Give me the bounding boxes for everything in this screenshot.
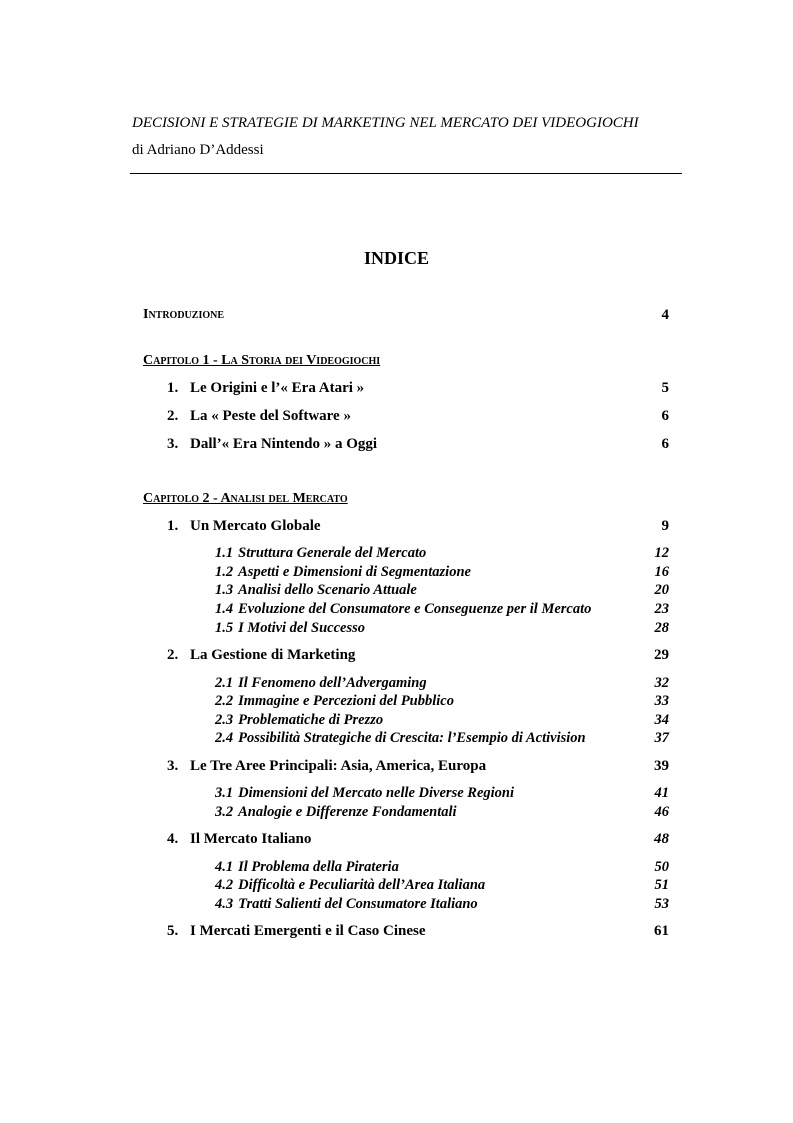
toc-section-2-5 <box>0 923 793 943</box>
toc-section-1-2 <box>0 408 793 428</box>
toc-section-label: 3. Dall’« Era Nintendo » a Oggi <box>167 436 378 452</box>
toc-chapter-2-heading <box>0 491 793 511</box>
toc-subsection-label: 3.2 Analogie e Differenze Fondamentali <box>215 804 457 820</box>
toc-subsection-page: 46 <box>654 804 669 820</box>
toc-subsection-page: 41 <box>654 785 669 801</box>
toc-section-label: 2. La « Peste del Software » <box>167 408 351 424</box>
toc-subsection-label: 1.1 Struttura Generale del Mercato <box>215 545 427 561</box>
toc-subsection-1-1 <box>0 545 793 565</box>
toc-subsection-2-4 <box>0 730 793 750</box>
toc-section-label: 3. Le Tre Aree Principali: Asia, America, Europa <box>167 758 487 774</box>
toc-subsection-page: 33 <box>654 693 669 709</box>
header-divider <box>130 173 682 174</box>
toc-subsection-2-3 <box>0 712 793 732</box>
page-title: INDICE <box>363 248 429 268</box>
toc-subsection-label: 3.1 Dimensioni del Mercato nelle Diverse Regioni <box>215 785 515 801</box>
toc-subsection-label: 1.2 Aspetti e Dimensioni di Segmentazione <box>215 564 471 580</box>
toc-section-label: 2. La Gestione di Marketing <box>167 647 356 663</box>
toc-section-2-3 <box>0 758 793 778</box>
toc-subsection-label: 4.2 Difficoltà e Peculiarità dell’Area Italiana <box>215 877 486 893</box>
toc-subsection-4-3 <box>0 896 793 916</box>
toc-subsection-label: 2.4 Possibilità Strategiche di Crescita: l’Esempio di Activision <box>215 730 586 746</box>
toc-section-2-1 <box>0 518 793 538</box>
toc-section-label: 5. I Mercati Emergenti e il Caso Cinese <box>167 923 426 939</box>
toc-subsection-1-2 <box>0 564 793 584</box>
toc-section-1-3 <box>0 436 793 456</box>
toc-subsection-label: 4.1 Il Problema della Pirateria <box>215 859 399 875</box>
toc-section-page: 48 <box>654 831 669 847</box>
toc-entry-page: 4 <box>661 307 669 323</box>
toc-subsection-2-1 <box>0 675 793 695</box>
toc-subsection-label: 4.3 Tratti Salienti del Consumatore Italiano <box>215 896 478 912</box>
toc-subsection-page: 32 <box>654 675 669 691</box>
toc-chapter-label: Capitolo 1 - La Storia dei Videogiochi <box>143 353 381 368</box>
toc-section-1-1 <box>0 380 793 400</box>
toc-section-label: 1. Le Origini e l’« Era Atari » <box>167 380 365 396</box>
toc-subsection-4-1 <box>0 859 793 879</box>
toc-subsection-page: 37 <box>654 730 669 746</box>
toc-subsection-1-3 <box>0 582 793 602</box>
document-header-title: DECISIONI E STRATEGIE DI MARKETING NEL MERCATO DEI VIDEOGIOCHI <box>132 115 639 131</box>
toc-subsection-label: 2.2 Immagine e Percezioni del Pubblico <box>215 693 454 709</box>
toc-section-page: 61 <box>654 923 669 939</box>
toc-subsection-page: 12 <box>654 545 669 561</box>
toc-entry-label: Introduzione <box>143 307 225 322</box>
toc-chapter-label: Capitolo 2 - Analisi del Mercato <box>143 491 348 506</box>
toc-subsection-3-1 <box>0 785 793 805</box>
toc-chapter-1-heading <box>0 353 793 373</box>
toc-section-page: 39 <box>654 758 669 774</box>
toc-subsection-page: 34 <box>654 712 669 728</box>
toc-section-page: 6 <box>661 408 669 424</box>
toc-subsection-page: 51 <box>654 877 669 893</box>
toc-entry-introduction <box>0 307 793 327</box>
toc-subsection-label: 2.1 Il Fenomeno dell’Advergaming <box>215 675 427 691</box>
toc-subsection-page: 28 <box>654 620 669 636</box>
document-header-author: di Adriano D’Addessi <box>132 142 264 158</box>
toc-subsection-4-2 <box>0 877 793 897</box>
toc-subsection-label: 1.5 I Motivi del Successo <box>215 620 365 636</box>
toc-subsection-page: 23 <box>654 601 669 617</box>
toc-subsection-label: 1.4 Evoluzione del Consumatore e Conseguenze per il Mercato <box>215 601 592 617</box>
toc-subsection-1-5 <box>0 620 793 640</box>
toc-subsection-2-2 <box>0 693 793 713</box>
toc-section-label: 1. Un Mercato Globale <box>167 518 321 534</box>
toc-section-page: 5 <box>661 380 669 396</box>
toc-section-page: 29 <box>654 647 669 663</box>
toc-subsection-label: 2.3 Problematiche di Prezzo <box>215 712 384 728</box>
toc-section-2-2 <box>0 647 793 667</box>
toc-section-label: 4. Il Mercato Italiano <box>167 831 312 847</box>
toc-subsection-page: 16 <box>654 564 669 580</box>
toc-section-page: 6 <box>661 436 669 452</box>
toc-subsection-page: 50 <box>654 859 669 875</box>
toc-subsection-page: 53 <box>654 896 669 912</box>
toc-subsection-page: 20 <box>654 582 669 598</box>
toc-subsection-1-4 <box>0 601 793 621</box>
toc-subsection-3-2 <box>0 804 793 824</box>
toc-subsection-label: 1.3 Analisi dello Scenario Attuale <box>215 582 417 598</box>
toc-section-2-4 <box>0 831 793 851</box>
toc-section-page: 9 <box>661 518 669 534</box>
